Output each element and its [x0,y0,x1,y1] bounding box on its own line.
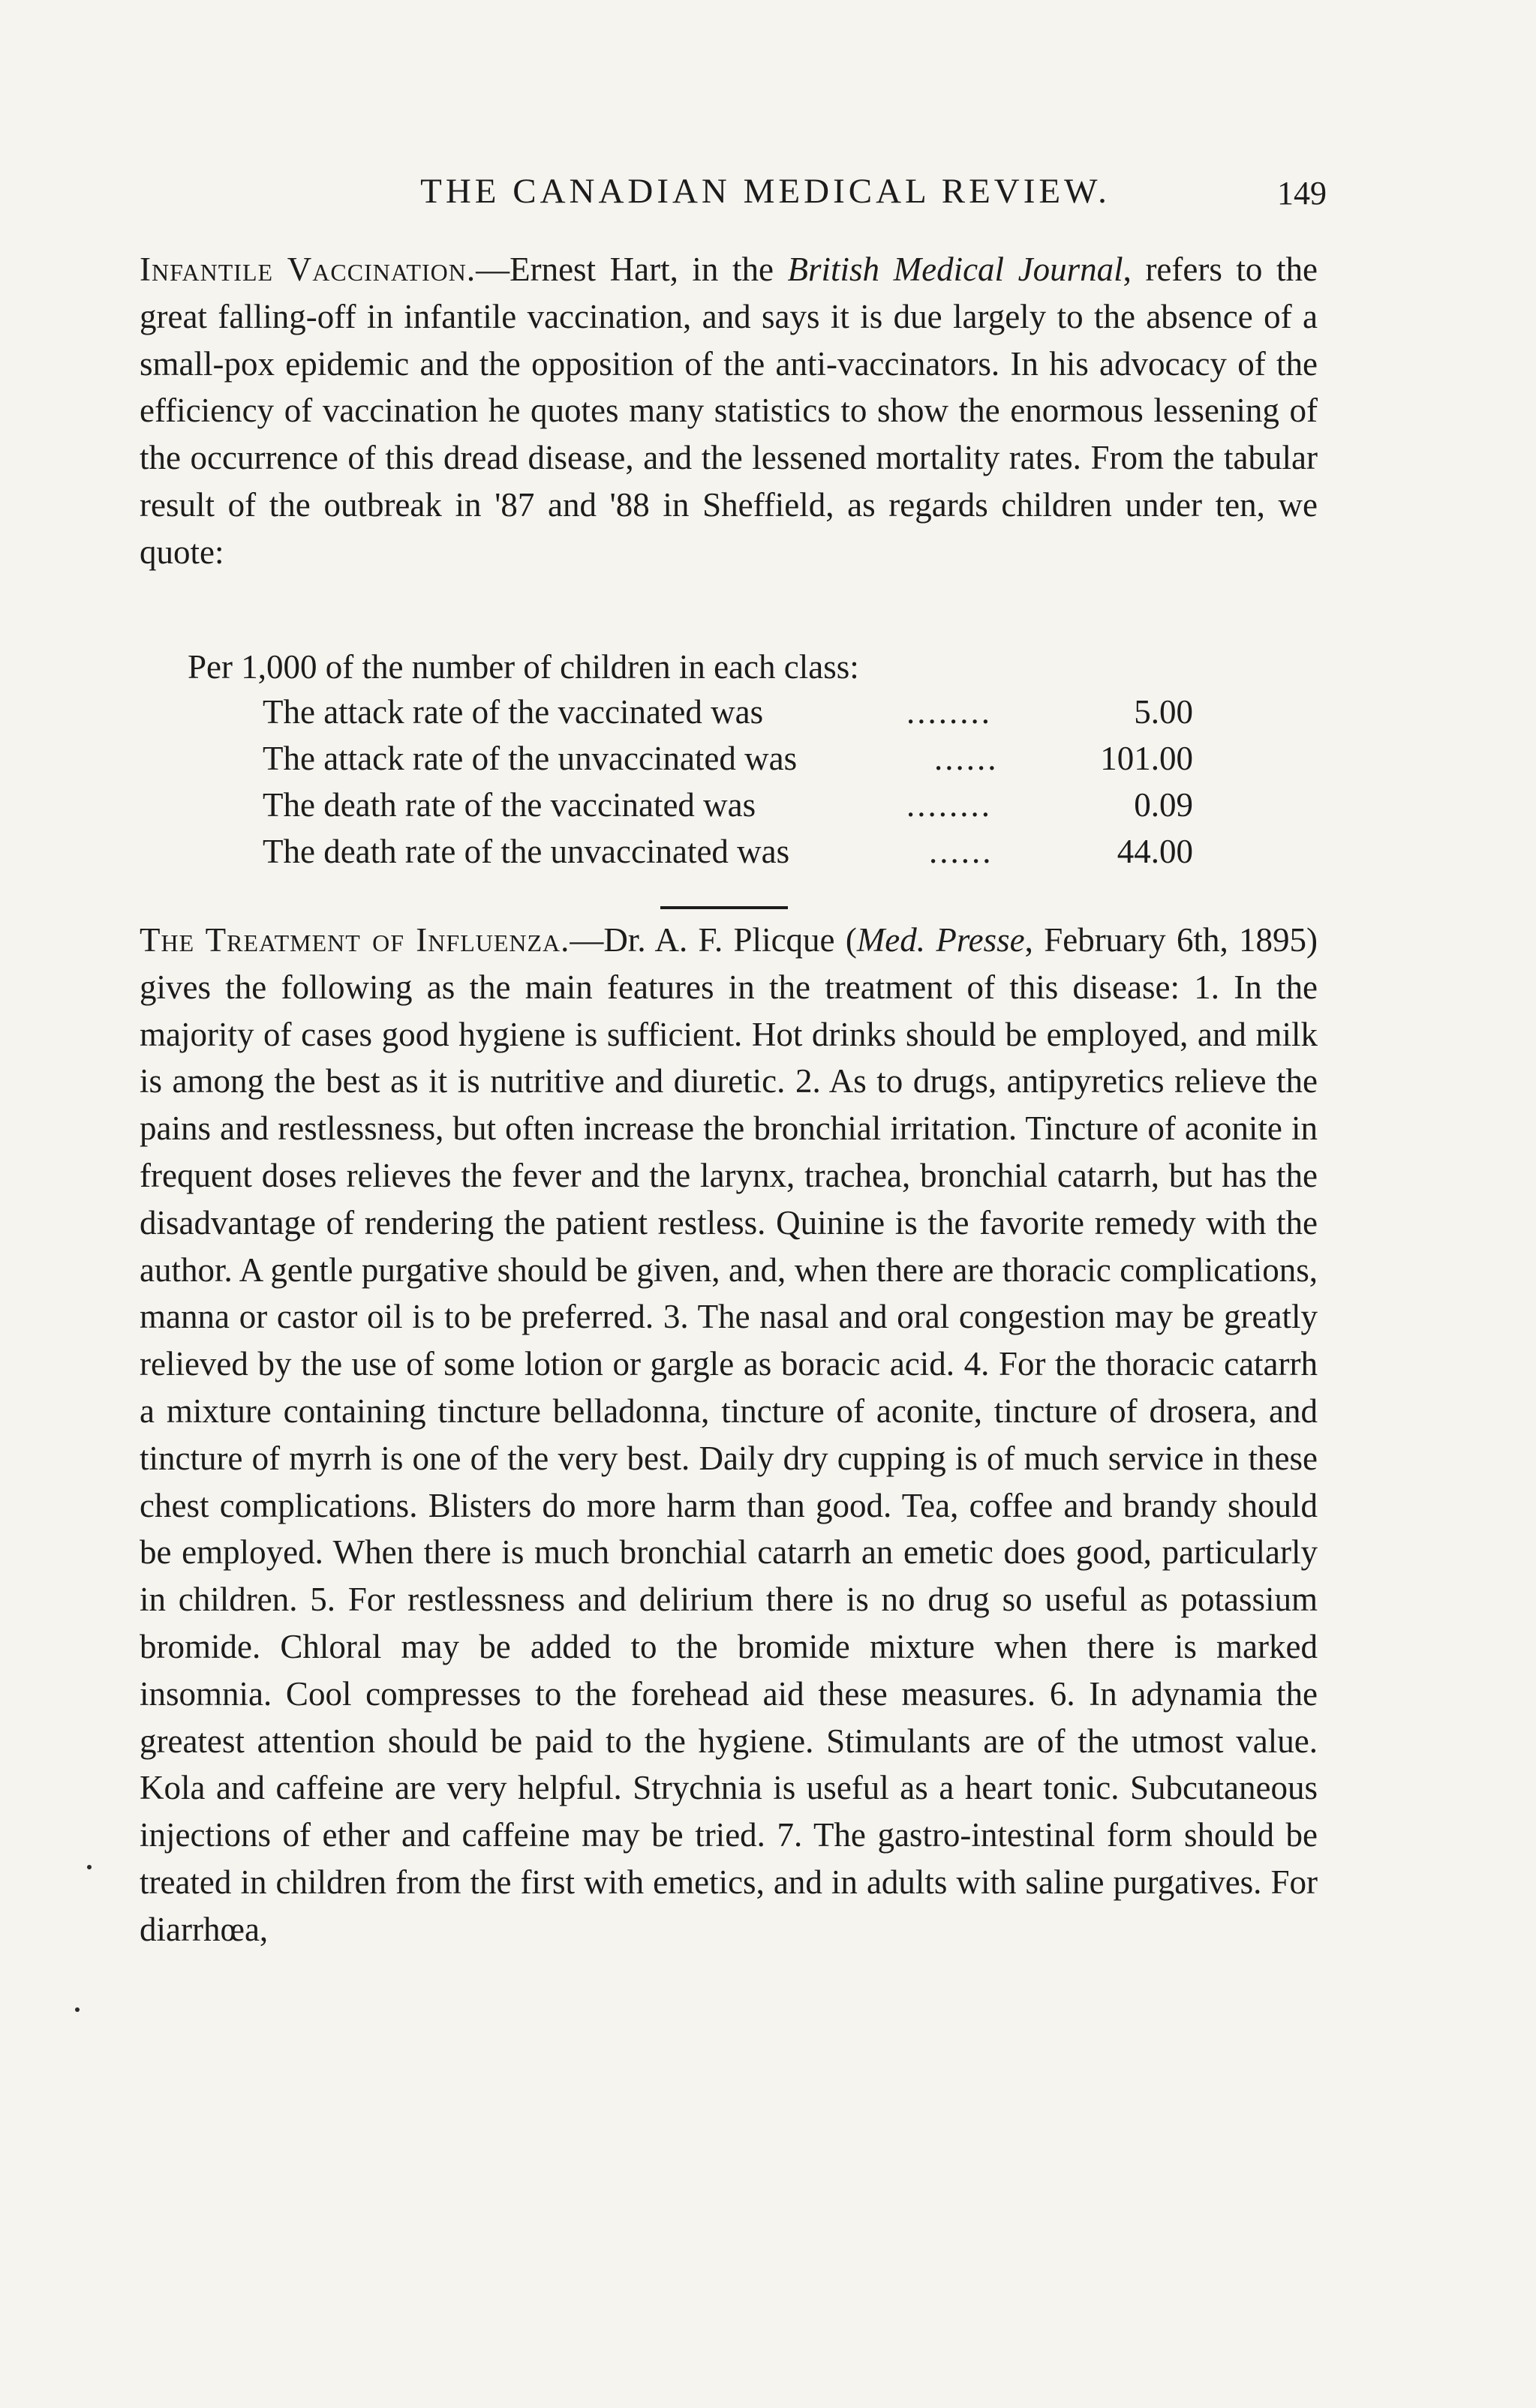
statistic-value: 5.00 [1134,693,1193,731]
leader-dots: ...... [934,740,999,777]
influenza-text [140,917,1318,1953]
print-speck [87,1865,92,1869]
statistic-label: The death rate of the vaccinated was [263,786,756,824]
statistics-row [263,689,1193,735]
statistic-label: The death rate of the unvaccinated was [263,833,790,870]
statistic-value: 44.00 [1117,833,1193,870]
section-divider [660,906,788,909]
statistic-label: The attack rate of the vaccinated was [263,693,764,731]
running-title: THE CANADIAN MEDICAL REVIEW. [420,172,1111,211]
vaccination-journal: British Medical Journal [787,251,1123,288]
leader-dots: ........ [906,693,992,731]
vaccination-heading: Infantile Vaccination. [140,251,476,288]
influenza-author: Dr. A. F. Plicque ( [603,921,857,959]
statistic-value: 0.09 [1134,786,1193,824]
vaccination-author: Ernest Hart, in the [509,251,788,288]
influenza-dash: — [570,921,604,959]
statistics-row [263,735,1193,782]
statistics-intro: Per 1,000 of the number of children in each class: [188,648,859,686]
statistics-row [263,782,1193,828]
statistics-row [263,828,1193,875]
influenza-heading: The Treatment of Influenza. [140,921,570,959]
vaccination-body: , refers to the great falling-off in infantile vaccination, and says it is due largely to the absence of a small-pox epidemic and the opposition of the anti-vaccinators. In his advocacy of the efficiency of vaccination he quotes many statistics to show the enormous lessening of the occurrence of this dread disease, and the lessened mortality rates. From the tabular result of the outbreak in '87 and '88 in Sheffield, as regards children under ten, we quote: [140,251,1318,571]
statistic-value: 101.00 [1100,740,1193,777]
influenza-journal: Med. Presse [856,921,1025,959]
print-speck [75,2007,80,2012]
vaccination-paragraph [140,246,1318,576]
leader-dots: ........ [906,786,992,824]
page-number: 149 [1277,175,1327,212]
influenza-body: , February 6th, 1895) gives the following as the main features in the treatment of this disease: 1. In the majority of cases good hygiene is sufficient. Hot drinks should be employed, and milk is among the best as it is nutritive and diuretic. 2. As to drugs, antipyretics relieve the pains and restlessness, but often increase the bronchial irritation. Tincture of aconite in frequent doses relieves the fever and the larynx, trachea, bronchial catarrh, but has the disadvantage of rendering the patient restless. Quinine is the favorite remedy with the author. A gentle purgative should be given, and, when there are thoracic complications, manna or castor oil is to be preferred. 3. The nasal and oral congestion may be greatly relieved by the use of some lotion or gargle as boracic acid. 4. For the thoracic catarrh a mixture containing tincture belladonna, tincture of aconite, tincture of drosera, and tincture of myrrh is one of the very best. Daily dry cupping is of much service in these chest complications. Blisters do more harm than good. Tea, coffee and brandy should be employed. When there is much bronchial catarrh an emetic does good, particularly in children. 5. For restlessness and delirium there is no drug so useful as potassium bromide. Chloral may be added to the bromide mixture when there is marked insomnia. Cool compresses to the forehead aid these measures. 6. In adynamia the greatest attention should be paid to the hygiene. Stimulants are of the utmost value. Kola and caffeine are very helpful. Strychnia is useful as a heart tonic. Subcutaneous injections of ether and caffeine may be tried. 7. The gastro-intestinal form should be treated in children from the first with emetics, and in adults with saline purgatives. For diarrhœa, [140,921,1318,1948]
vaccination-text [140,246,1318,576]
influenza-paragraph [140,917,1318,1953]
vaccination-dash: — [476,251,510,288]
statistic-label: The attack rate of the unvaccinated was [263,740,798,777]
leader-dots: ...... [929,833,993,870]
